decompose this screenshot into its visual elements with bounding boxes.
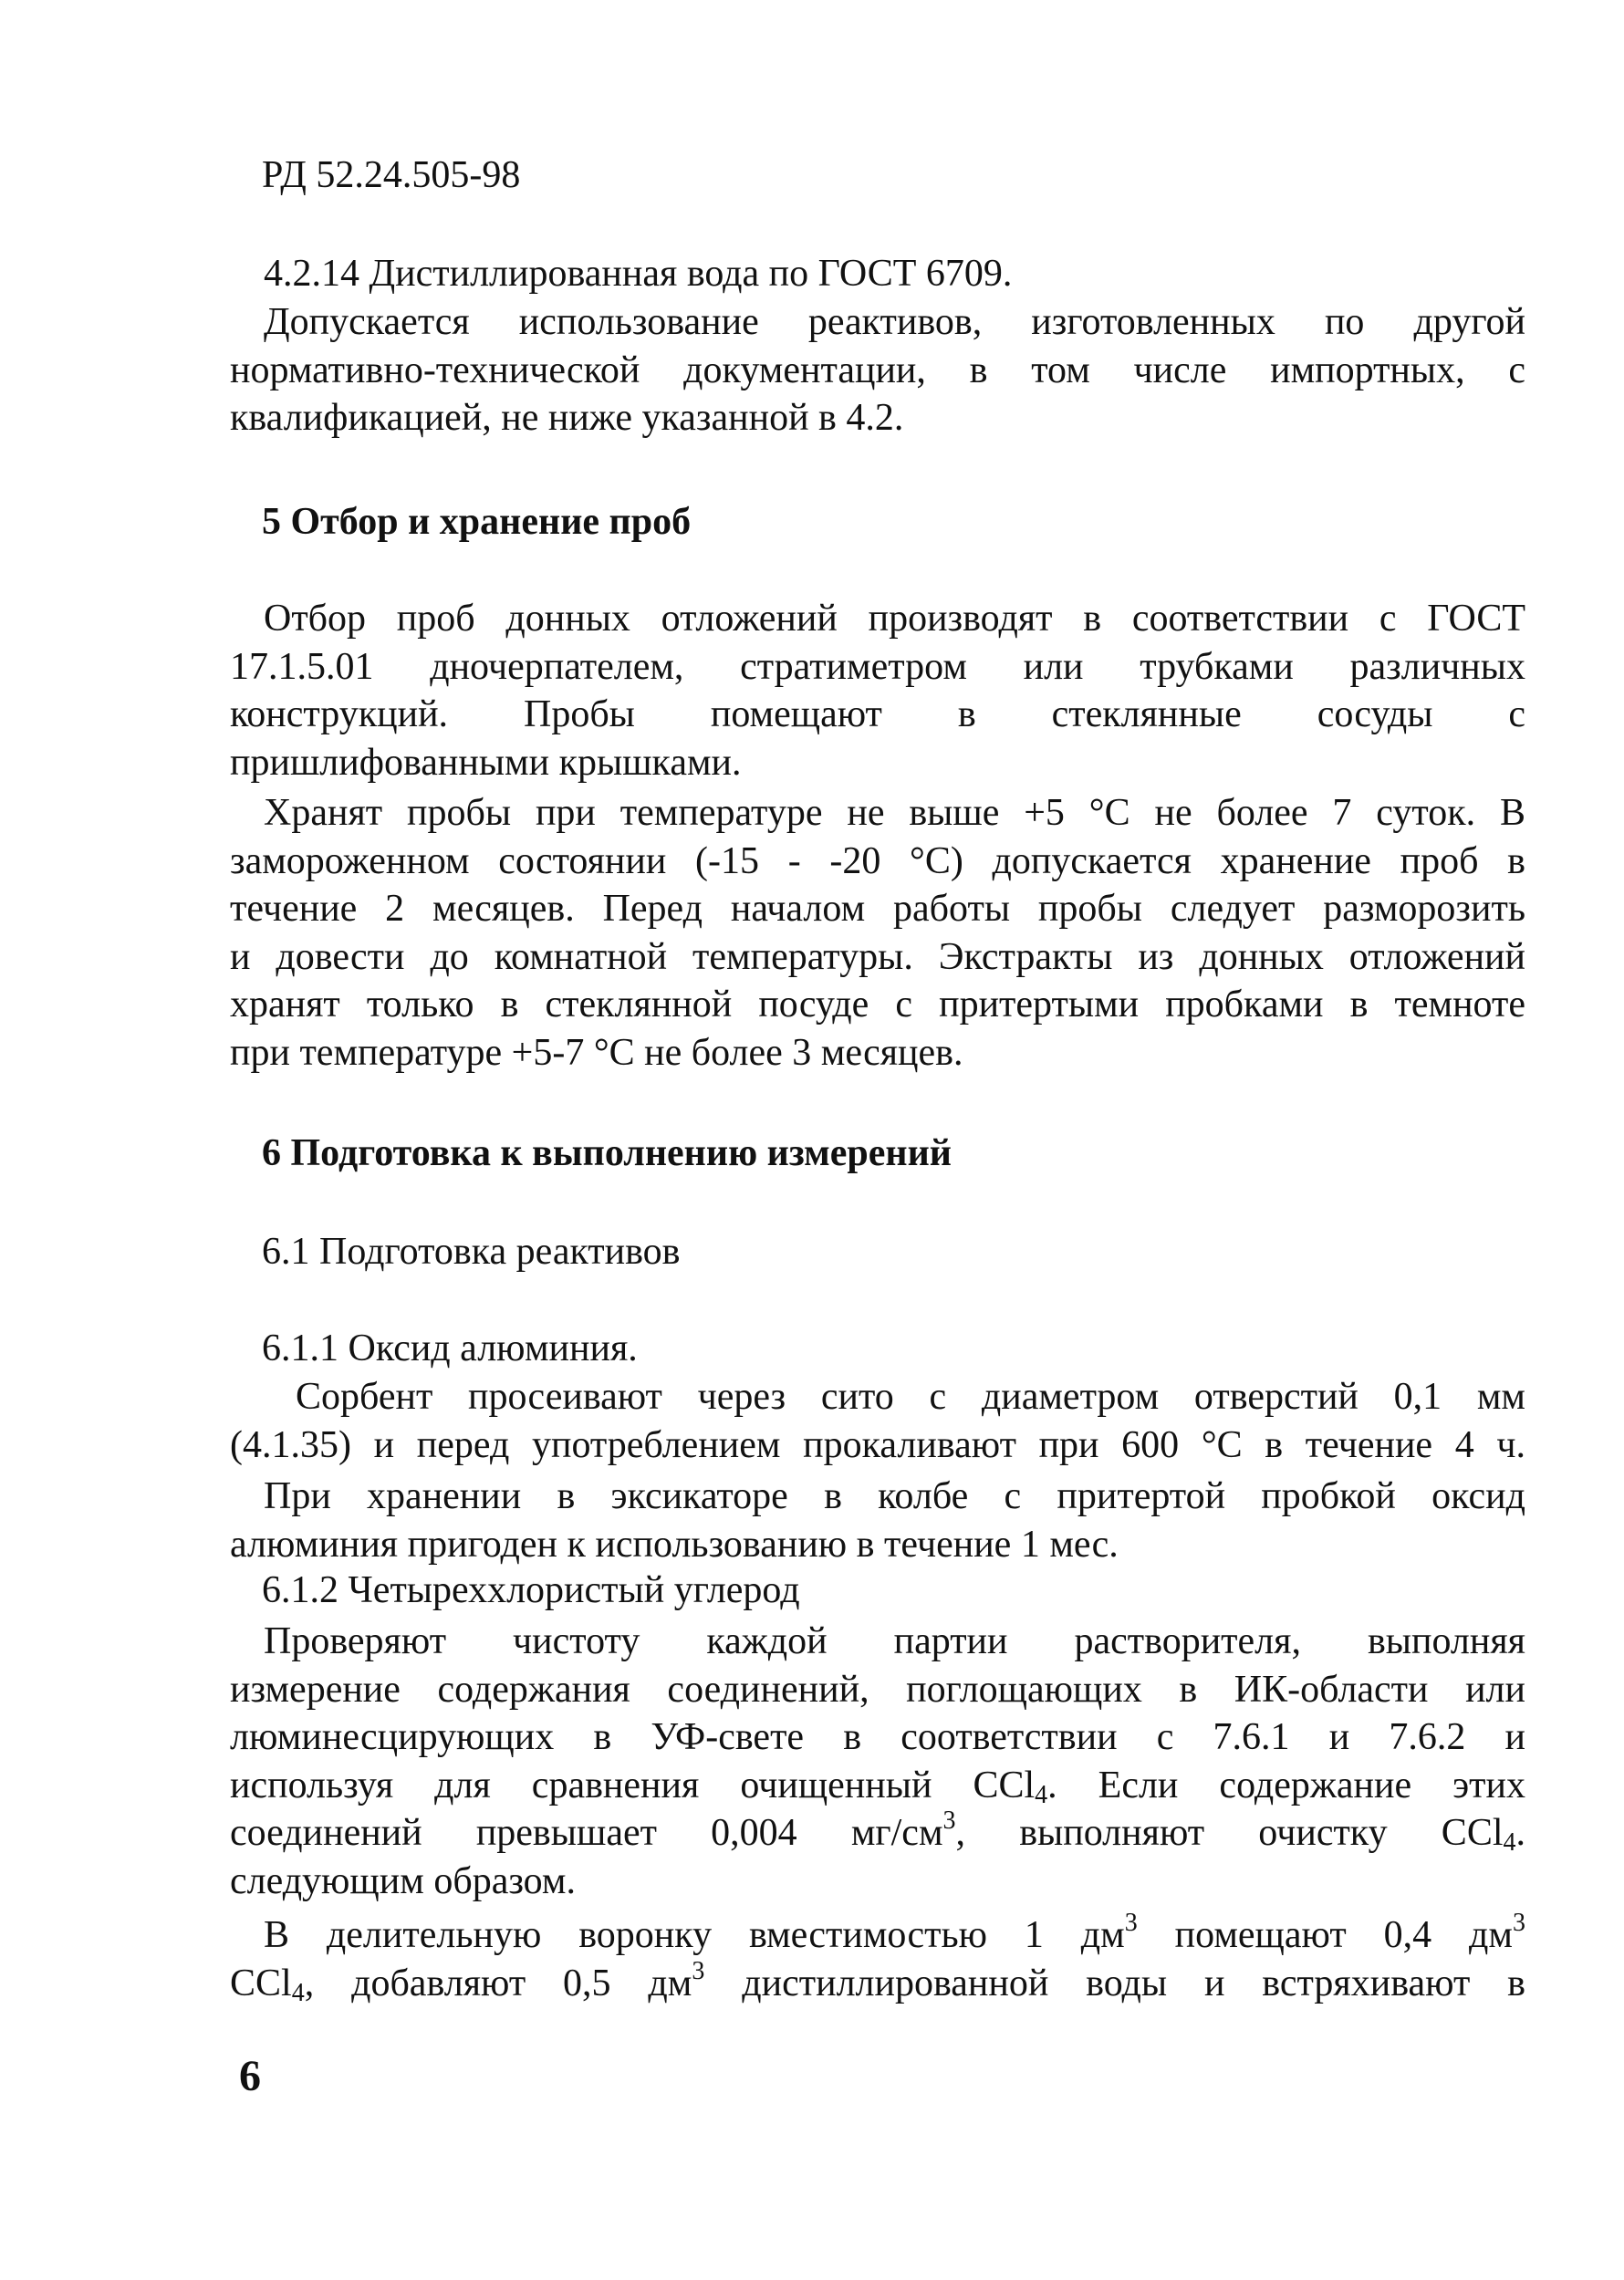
paragraph-line: Сорбент просеивают через сито с диаметром отверстий 0,1 мм <box>296 1376 1525 1418</box>
paragraph-sorbent <box>230 1373 1525 1469</box>
paragraph-line: пришлифованными крышками. <box>230 741 742 784</box>
paragraph-line: При хранении в эксикаторе в колбе с притертой пробкой оксид <box>264 1475 1525 1517</box>
page-number: 6 <box>239 2052 261 2100</box>
paragraph-line: 17.1.5.01 дночерпателем, стратиметром или трубками различных <box>230 645 1525 688</box>
paragraph-line: 4.2.14 Дистиллированная вода по ГОСТ 6709. <box>264 253 1013 295</box>
section-5-heading: 5 Отбор и хранение проб <box>262 501 692 543</box>
paragraph-line: следующим образом. <box>230 1859 576 1902</box>
paragraph-line: замороженном состоянии (-15 - -20 °С) допускается хранение проб в <box>230 839 1525 882</box>
paragraph-line: хранят только в стеклянной посуде с притертыми пробками в темноте <box>230 984 1525 1025</box>
paragraph-line: CCl$_4$, добавляют 0,5 $дм^3$ дистиллированной воды и встряхивают в <box>230 1956 1525 2007</box>
paragraph-reagents-note <box>230 298 1525 442</box>
paragraph-line: квалификацией, не ниже указанной в 4.2. <box>230 397 904 439</box>
paragraph-line: алюминия пригоден к использованию в течение 1 мес. <box>230 1523 1119 1566</box>
section-6-heading: 6 Подготовка к выполнению измерений <box>262 1132 952 1174</box>
paragraph-line: используя для сравнения очищенный CCl$_4$. Если содержание этих <box>230 1764 1525 1809</box>
paragraph-line: люминесцирующих в УФ-свете в соответствии с 7.6.1 и 7.6.2 и <box>230 1716 1525 1758</box>
paragraph-storage <box>230 789 1525 1077</box>
paragraph-line: нормативно-технической документации, в том числе импортных, с <box>230 349 1525 391</box>
paragraph-4-2-14 <box>230 250 1525 298</box>
paragraph-line: Проверяют чистоту каждой партии растворителя, выполняя <box>264 1620 1525 1662</box>
paragraph-sampling <box>230 595 1525 786</box>
subsection-6-1-1-title: 6.1.1 Оксид алюминия. <box>262 1327 638 1369</box>
paragraph-funnel <box>230 1911 1525 2007</box>
subsection-6-1-2-title: 6.1.2 Четыреххлористый углерод <box>262 1569 800 1611</box>
paragraph-alumina-storage <box>230 1473 1525 1568</box>
paragraph-line: (4.1.35) и перед употреблением прокаливают при 600 °С в течение 4 ч. <box>230 1423 1525 1466</box>
paragraph-line: при температуре +5-7 °С не более 3 месяцев. <box>230 1031 963 1074</box>
paragraph-line: и довести до комнатной температуры. Экстракты из донных отложений <box>230 935 1525 978</box>
document-code: РД 52.24.505-98 <box>262 154 521 196</box>
paragraph-line: соединений превышает 0,004 $мг/см^3$, выполняют очистку CCl$_4$. <box>230 1806 1525 1857</box>
paragraph-line: Допускается использование реактивов, изготовленных по другой <box>264 301 1525 343</box>
paragraph-line: Отбор проб донных отложений производят в соответствии с ГОСТ <box>264 598 1525 640</box>
subsection-6-1-title: 6.1 Подготовка реактивов <box>262 1231 681 1273</box>
paragraph-line: Хранят пробы при температуре не выше +5 °С не более 7 суток. В <box>264 792 1525 834</box>
paragraph-line: измерение содержания соединений, поглощающих в ИК-области или <box>230 1668 1525 1711</box>
paragraph-solvent-check <box>230 1618 1525 1905</box>
paragraph-line: конструкций. Пробы помещают в стеклянные сосуды с <box>230 693 1525 735</box>
paragraph-line: В делительную воронку вместимостью 1 $дм^3$ помещают 0,4 $дм^3$ <box>264 1909 1525 1956</box>
paragraph-line: течение 2 месяцев. Перед началом работы пробы следует разморозить <box>230 888 1525 930</box>
